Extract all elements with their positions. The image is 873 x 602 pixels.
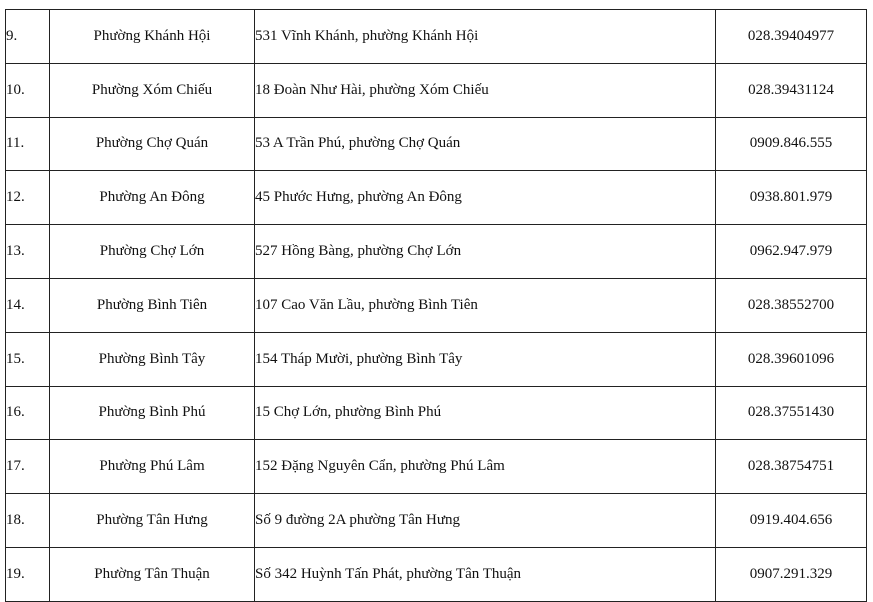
- ward-phone: 0938.801.979: [716, 171, 867, 225]
- row-number: 19.: [6, 547, 50, 601]
- ward-phone: 028.38552700: [716, 278, 867, 332]
- ward-phone: 028.38754751: [716, 440, 867, 494]
- ward-address: 15 Chợ Lớn, phường Bình Phú: [255, 386, 716, 440]
- ward-address: Số 342 Huỳnh Tấn Phát, phường Tân Thuận: [255, 547, 716, 601]
- ward-phone: 0907.291.329: [716, 547, 867, 601]
- ward-name: Phường Xóm Chiếu: [50, 63, 255, 117]
- ward-name: Phường An Đông: [50, 171, 255, 225]
- ward-phone: 028.39431124: [716, 63, 867, 117]
- ward-name: Phường Tân Thuận: [50, 547, 255, 601]
- ward-name: Phường Phú Lâm: [50, 440, 255, 494]
- table-row: [6, 171, 867, 225]
- ward-phone: 028.39601096: [716, 332, 867, 386]
- table-row: [6, 117, 867, 171]
- ward-name: Phường Tân Hưng: [50, 494, 255, 548]
- table-row: [6, 10, 867, 64]
- row-number: 18.: [6, 494, 50, 548]
- ward-phone: 0919.404.656: [716, 494, 867, 548]
- ward-address: 53 A Trần Phú, phường Chợ Quán: [255, 117, 716, 171]
- ward-name: Phường Bình Phú: [50, 386, 255, 440]
- ward-address: 45 Phước Hưng, phường An Đông: [255, 171, 716, 225]
- ward-address: 18 Đoàn Như Hài, phường Xóm Chiếu: [255, 63, 716, 117]
- row-number: 16.: [6, 386, 50, 440]
- ward-address: 531 Vĩnh Khánh, phường Khánh Hội: [255, 10, 716, 64]
- ward-name: Phường Bình Tây: [50, 332, 255, 386]
- ward-contact-table: [5, 9, 867, 602]
- row-number: 13.: [6, 225, 50, 279]
- ward-address: 527 Hồng Bàng, phường Chợ Lớn: [255, 225, 716, 279]
- row-number: 9.: [6, 10, 50, 64]
- ward-name: Phường Khánh Hội: [50, 10, 255, 64]
- table-row: [6, 332, 867, 386]
- table-row: [6, 225, 867, 279]
- ward-phone: 0909.846.555: [716, 117, 867, 171]
- ward-address: 107 Cao Văn Lầu, phường Bình Tiên: [255, 278, 716, 332]
- ward-address: 154 Tháp Mười, phường Bình Tây: [255, 332, 716, 386]
- table-row: [6, 63, 867, 117]
- row-number: 11.: [6, 117, 50, 171]
- row-number: 12.: [6, 171, 50, 225]
- row-number: 10.: [6, 63, 50, 117]
- ward-address: 152 Đặng Nguyên Cẩn, phường Phú Lâm: [255, 440, 716, 494]
- row-number: 14.: [6, 278, 50, 332]
- ward-name: Phường Bình Tiên: [50, 278, 255, 332]
- ward-phone: 028.39404977: [716, 10, 867, 64]
- row-number: 15.: [6, 332, 50, 386]
- ward-name: Phường Chợ Lớn: [50, 225, 255, 279]
- ward-name: Phường Chợ Quán: [50, 117, 255, 171]
- table-row: [6, 278, 867, 332]
- table-row: [6, 386, 867, 440]
- table-row: [6, 440, 867, 494]
- ward-phone: 0962.947.979: [716, 225, 867, 279]
- ward-address: Số 9 đường 2A phường Tân Hưng: [255, 494, 716, 548]
- row-number: 17.: [6, 440, 50, 494]
- table-row: [6, 547, 867, 601]
- ward-phone: 028.37551430: [716, 386, 867, 440]
- table-row: [6, 494, 867, 548]
